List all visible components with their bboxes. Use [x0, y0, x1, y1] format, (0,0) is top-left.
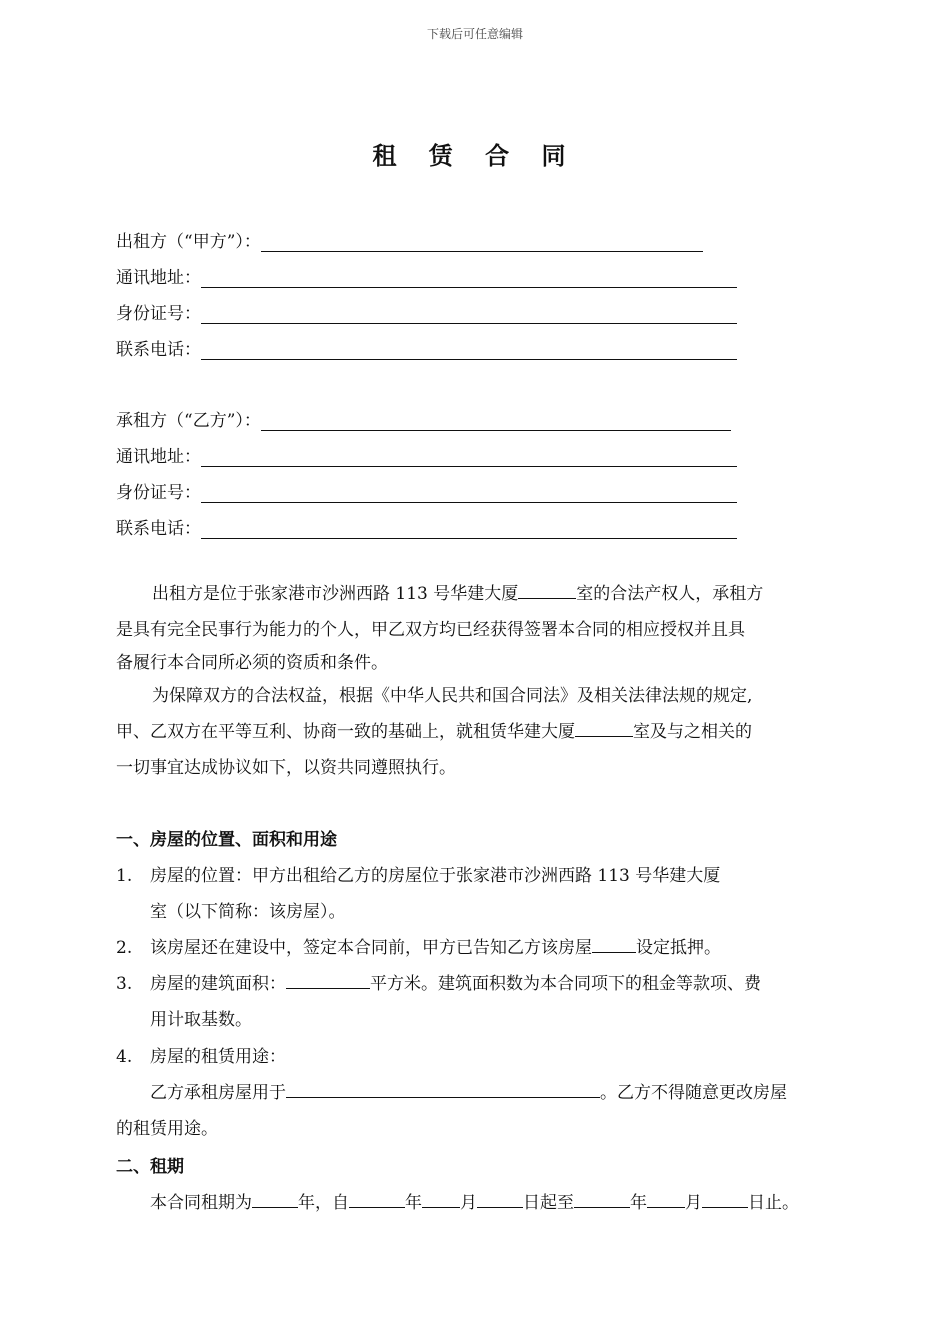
lessee-address-label: 通讯地址：: [116, 447, 201, 467]
term-text-h: 日止。: [748, 1193, 799, 1213]
lessee-id-row: [116, 479, 737, 503]
item2-number: 2.: [116, 938, 133, 958]
intro-p2-text-a: 甲、乙双方在平等互利、协商一致的基础上，就租赁华建大厦: [116, 722, 575, 742]
lessor-id-label: 身份证号：: [116, 304, 201, 324]
item3-number: 3.: [116, 974, 133, 994]
usage-line2: 的租赁用途。: [116, 1119, 218, 1139]
item3-line2: 用计取基数。: [150, 1010, 252, 1030]
end-month-blank[interactable]: [647, 1191, 685, 1208]
end-day-blank[interactable]: [702, 1191, 748, 1208]
lessee-address-row: [116, 443, 737, 467]
usage-line1: [150, 1075, 787, 1111]
term-text-c: 年: [405, 1193, 422, 1213]
lessee-row: [116, 407, 731, 431]
intro-p2-line2: [116, 714, 752, 750]
page-header: 下载后可任意编辑: [426, 27, 523, 41]
term-text-d: 月: [460, 1193, 477, 1213]
intro-p1-text-a: 出租方是位于张家港市沙洲西路 113 号华建大厦: [152, 584, 519, 604]
item3-text-a: 房屋的建筑面积：: [150, 974, 286, 994]
lessor-phone-row: [116, 336, 737, 360]
item2-text-b: 设定抵押。: [636, 938, 721, 958]
lessee-phone-blank[interactable]: [201, 520, 737, 539]
lessor-phone-blank[interactable]: [201, 341, 737, 360]
intro-p1-text-b: 室的合法产权人，承租方: [576, 584, 764, 604]
usage-blank[interactable]: [286, 1081, 600, 1098]
lessee-address-blank[interactable]: [201, 448, 737, 467]
intro-p2-line1: 为保障双方的合法权益，根据《中华人民共和国合同法》及相关法律法规的规定,: [152, 686, 753, 706]
item3-text-b: 平方米。建筑面积数为本合同项下的租金等款项、费: [370, 974, 761, 994]
item3-line1: [150, 966, 761, 1002]
item2-text-a: 该房屋还在建设中，签定本合同前，甲方已告知乙方该房屋: [150, 938, 592, 958]
term-text-a: 本合同租期为: [150, 1193, 252, 1213]
lessee-phone-row: [116, 515, 737, 539]
intro-p2-line3: 一切事宜达成协议如下，以资共同遵照执行。: [116, 758, 456, 778]
lessor-address-blank[interactable]: [201, 269, 737, 288]
item1-line2: 室（以下简称：该房屋）。: [150, 902, 346, 922]
start-month-blank[interactable]: [422, 1191, 460, 1208]
document-title: 租 赁 合 同: [372, 141, 578, 170]
lessor-address-label: 通讯地址：: [116, 268, 201, 288]
lessor-blank[interactable]: [261, 233, 703, 252]
usage-text-b: 。乙方不得随意更改房屋: [600, 1083, 787, 1103]
room-number-blank-2[interactable]: [575, 720, 633, 737]
term-text-f: 年: [630, 1193, 647, 1213]
item1-line1: 房屋的位置：甲方出租给乙方的房屋位于张家港市沙洲西路 113 号华建大厦: [150, 866, 721, 886]
start-year-blank[interactable]: [349, 1191, 405, 1208]
mortgage-blank[interactable]: [592, 936, 636, 953]
term-text-e: 日起至: [523, 1193, 574, 1213]
lessee-phone-label: 联系电话：: [116, 519, 201, 539]
lessor-id-row: [116, 300, 737, 324]
intro-p2-text-b: 室及与之相关的: [633, 722, 752, 742]
term-line: [150, 1185, 799, 1221]
intro-p1-line1: [152, 576, 763, 612]
term-text-g: 月: [685, 1193, 702, 1213]
term-text-b: 年，自: [298, 1193, 349, 1213]
intro-p1-line3: 备履行本合同所必须的资质和条件。: [116, 653, 388, 673]
item4-number: 4.: [116, 1047, 133, 1067]
end-year-blank[interactable]: [574, 1191, 630, 1208]
room-number-blank[interactable]: [518, 582, 576, 599]
item4-line1: 房屋的租赁用途：: [150, 1047, 286, 1067]
usage-text-a: 乙方承租房屋用于: [150, 1083, 286, 1103]
area-blank[interactable]: [286, 972, 370, 989]
term-years-blank[interactable]: [252, 1191, 298, 1208]
lessor-id-blank[interactable]: [201, 305, 737, 324]
section2-heading: 二、租期: [116, 1157, 184, 1177]
item1-number: 1.: [116, 866, 133, 886]
start-day-blank[interactable]: [477, 1191, 523, 1208]
lessor-phone-label: 联系电话：: [116, 340, 201, 360]
intro-p1-line2: 是具有完全民事行为能力的个人，甲乙双方均已经获得签署本合同的相应授权并且具: [116, 620, 745, 640]
lessee-id-label: 身份证号：: [116, 483, 201, 503]
lessee-blank[interactable]: [261, 412, 731, 431]
lessee-label: 承租方（“乙方”）：: [116, 411, 261, 431]
item2-line: [150, 930, 721, 966]
lessee-id-blank[interactable]: [201, 484, 737, 503]
lessor-label: 出租方（“甲方”）：: [116, 232, 261, 252]
lessor-address-row: [116, 264, 737, 288]
lessor-row: [116, 228, 703, 252]
section1-heading: 一、房屋的位置、面积和用途: [116, 830, 337, 850]
